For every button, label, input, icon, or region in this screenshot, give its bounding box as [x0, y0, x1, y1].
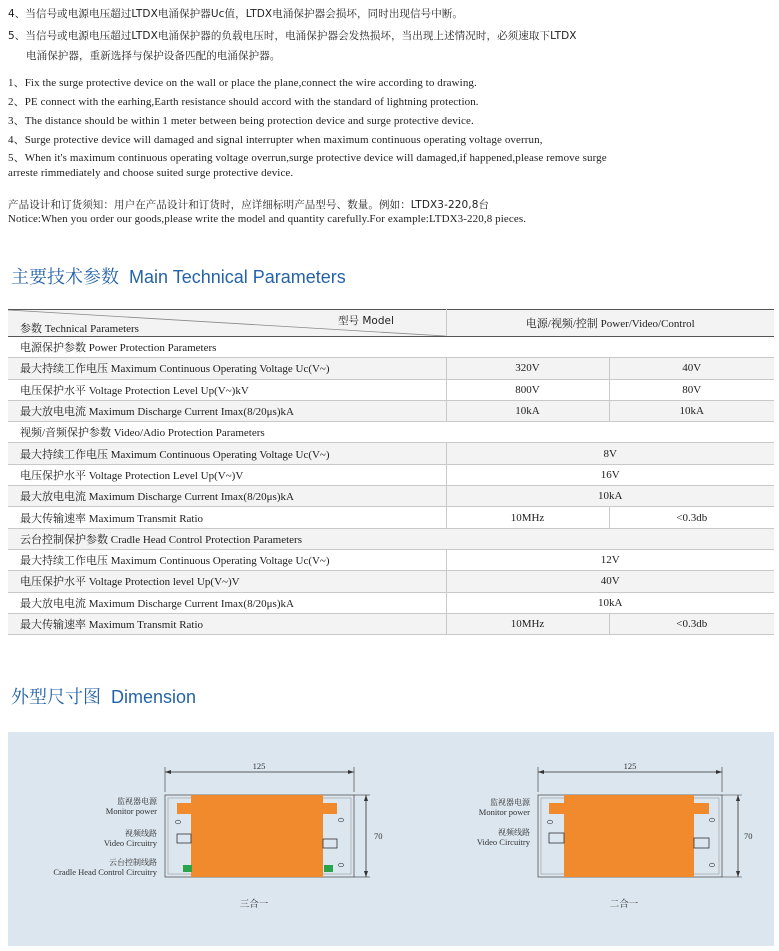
label-video-en-right: Video Circuitry	[476, 837, 530, 847]
dimension-drawings	[8, 732, 774, 946]
parameters-table	[8, 309, 774, 635]
monitor-power-terminal-left-2	[549, 803, 564, 814]
note-cn-4: 4、当信号或电源电压超过LTDX电涌保护器Uc值，LTDX电涌保护器会损坏，同时出现信号中断。	[8, 8, 464, 20]
width-label-left: 125	[252, 761, 266, 771]
table-section-row	[8, 337, 774, 358]
three-in-one-drawing	[53, 761, 382, 910]
label-monitor-power-cn-left: 监视器电源	[117, 797, 157, 806]
dimension-heading-en: Dimension	[111, 687, 197, 707]
param-value: 16V	[446, 464, 774, 485]
table-row	[8, 443, 774, 464]
label-video-cn-left: 视频线路	[125, 829, 157, 838]
height-label-left: 70	[374, 831, 383, 841]
monitor-power-terminal-left	[177, 803, 191, 814]
params-heading-en: Main Technical Parameters	[129, 267, 346, 287]
note-en-2: 2、PE connect with the earhing,Earth resistance should accord with the standard of lightning protection.	[8, 96, 479, 108]
header-diagonal-cell	[8, 310, 446, 337]
dimension-heading-cn: 外型尺寸图	[11, 687, 101, 708]
caption-three-in-one: 三合一	[239, 899, 269, 910]
table-row	[8, 592, 774, 613]
label-video-en-left: Video Circuitry	[103, 838, 157, 848]
section-label: 云台控制保护参数 Cradle Head Control Protection Parameters	[8, 528, 774, 549]
param-label: 电压保护水平 Voltage Protection level Up(V~)V	[8, 571, 446, 592]
param-value-2: 80V	[609, 379, 774, 400]
note-en-5: 5、When it's maximum continuous operating voltage overrun,surge protective device will damaged,if happened,please remove surge	[8, 152, 607, 164]
label-video-cn-right: 视频线路	[498, 828, 530, 837]
header-params-label: 参数 Technical Parameters	[20, 323, 139, 335]
table-row	[8, 507, 774, 528]
header-type-label: 电源/视频/控制 Power/Video/Control	[446, 310, 774, 337]
param-value-1: 10MHz	[446, 613, 609, 634]
table-header-row	[8, 310, 774, 337]
params-heading-cn: 主要技术参数	[11, 267, 119, 288]
table-row	[8, 549, 774, 570]
label-control-cn-left: 云台控制线路	[109, 858, 157, 867]
param-value-2: 10kA	[609, 400, 774, 421]
param-label: 最大放电电流 Maximum Discharge Current Imax(8/20μs)kA	[8, 400, 446, 421]
label-monitor-power-cn-right: 监视器电源	[490, 798, 530, 807]
dimension-panel	[8, 732, 774, 946]
note-en-3: 3、The distance should be within 1 meter between being protection device and surge protective device.	[8, 115, 474, 127]
table-row	[8, 571, 774, 592]
surge-body-right	[564, 795, 694, 877]
order-notice-en: Notice:When you order our goods,please write the model and quantity carefully.For example:LTDX3-220,8 pieces.	[8, 213, 527, 225]
param-value-2: <0.3db	[609, 507, 774, 528]
param-value: 40V	[446, 571, 774, 592]
monitor-power-terminal-right-2	[694, 803, 709, 814]
param-label: 电压保护水平 Voltage Protection Level Up(V~)kV	[8, 379, 446, 400]
param-label: 最大持续工作电压 Maximum Continuous Operating Voltage Uc(V~)	[8, 443, 446, 464]
table-row	[8, 486, 774, 507]
param-value-2: <0.3db	[609, 613, 774, 634]
note-en-1: 1、Fix the surge protective device on the wall or place the plane,connect the wire according to drawing.	[8, 77, 477, 89]
note-en-4: 4、Surge protective device will damaged and signal interrupter when maximum continuous operating voltage overrun,	[8, 134, 543, 146]
table-row	[8, 379, 774, 400]
caption-two-in-one: 二合一	[609, 899, 639, 910]
param-label: 最大持续工作电压 Maximum Continuous Operating Voltage Uc(V~)	[8, 358, 446, 379]
param-label: 最大传输速率 Maximum Transmit Ratio	[8, 507, 446, 528]
param-label: 最大持续工作电压 Maximum Continuous Operating Voltage Uc(V~)	[8, 549, 446, 570]
param-value: 12V	[446, 549, 774, 570]
note-en-5-cont: arreste rimmediately and choose suited surge protective device.	[8, 167, 294, 179]
section-label: 视频/音频保护参数 Video/Adio Protection Parameters	[8, 422, 774, 443]
param-value-1: 320V	[446, 358, 609, 379]
two-in-one-drawing	[477, 761, 753, 910]
table-row	[8, 358, 774, 379]
param-value: 8V	[446, 443, 774, 464]
header-model-label: 型号 Model	[338, 315, 394, 327]
param-value: 10kA	[446, 592, 774, 613]
table-row	[8, 464, 774, 485]
param-label: 最大放电电流 Maximum Discharge Current Imax(8/20μs)kA	[8, 486, 446, 507]
param-value-1: 10MHz	[446, 507, 609, 528]
section-label: 电源保护参数 Power Protection Parameters	[8, 337, 774, 358]
param-value-1: 800V	[446, 379, 609, 400]
order-notice-cn: 产品设计和订货须知：用户在产品设计和订货时，应详细标明产品型号、数量。例如：LTDX3-220,8台	[8, 199, 490, 211]
param-label: 电压保护水平 Voltage Protection Level Up(V~)V	[8, 464, 446, 485]
param-value-1: 10kA	[446, 400, 609, 421]
label-control-en-left: Cradle Head Control Circuitry	[53, 867, 157, 877]
param-label: 最大传输速率 Maximum Transmit Ratio	[8, 613, 446, 634]
label-monitor-power-en-left: Monitor power	[105, 806, 157, 816]
param-value-2: 40V	[609, 358, 774, 379]
dimension-heading	[11, 683, 196, 709]
param-value: 10kA	[446, 486, 774, 507]
video-terminal-right	[323, 839, 337, 848]
height-label-right: 70	[744, 831, 753, 841]
table-section-row	[8, 528, 774, 549]
note-cn-5: 5、当信号或电源电压超过LTDX电涌保护器的负载电压时，电涌保护器会发热损坏，当出现上述情况时，必须速取下LTDX	[8, 30, 577, 42]
video-terminal-left-2	[549, 833, 564, 843]
width-label-right: 125	[623, 761, 637, 771]
control-terminal-right	[324, 865, 333, 872]
control-terminal-left	[183, 865, 192, 872]
note-cn-5-cont: 电涌保护器，重新选择与保护设备匹配的电涌保护器。	[26, 50, 281, 62]
surge-body-left	[191, 795, 323, 877]
table-section-row	[8, 422, 774, 443]
video-terminal-right-2	[694, 838, 709, 848]
label-monitor-power-en-right: Monitor power	[478, 807, 530, 817]
params-heading	[11, 263, 346, 289]
table-row	[8, 400, 774, 421]
video-terminal-left	[177, 834, 191, 843]
param-label: 最大放电电流 Maximum Discharge Current Imax(8/20μs)kA	[8, 592, 446, 613]
monitor-power-terminal-right	[323, 803, 337, 814]
table-row	[8, 613, 774, 634]
